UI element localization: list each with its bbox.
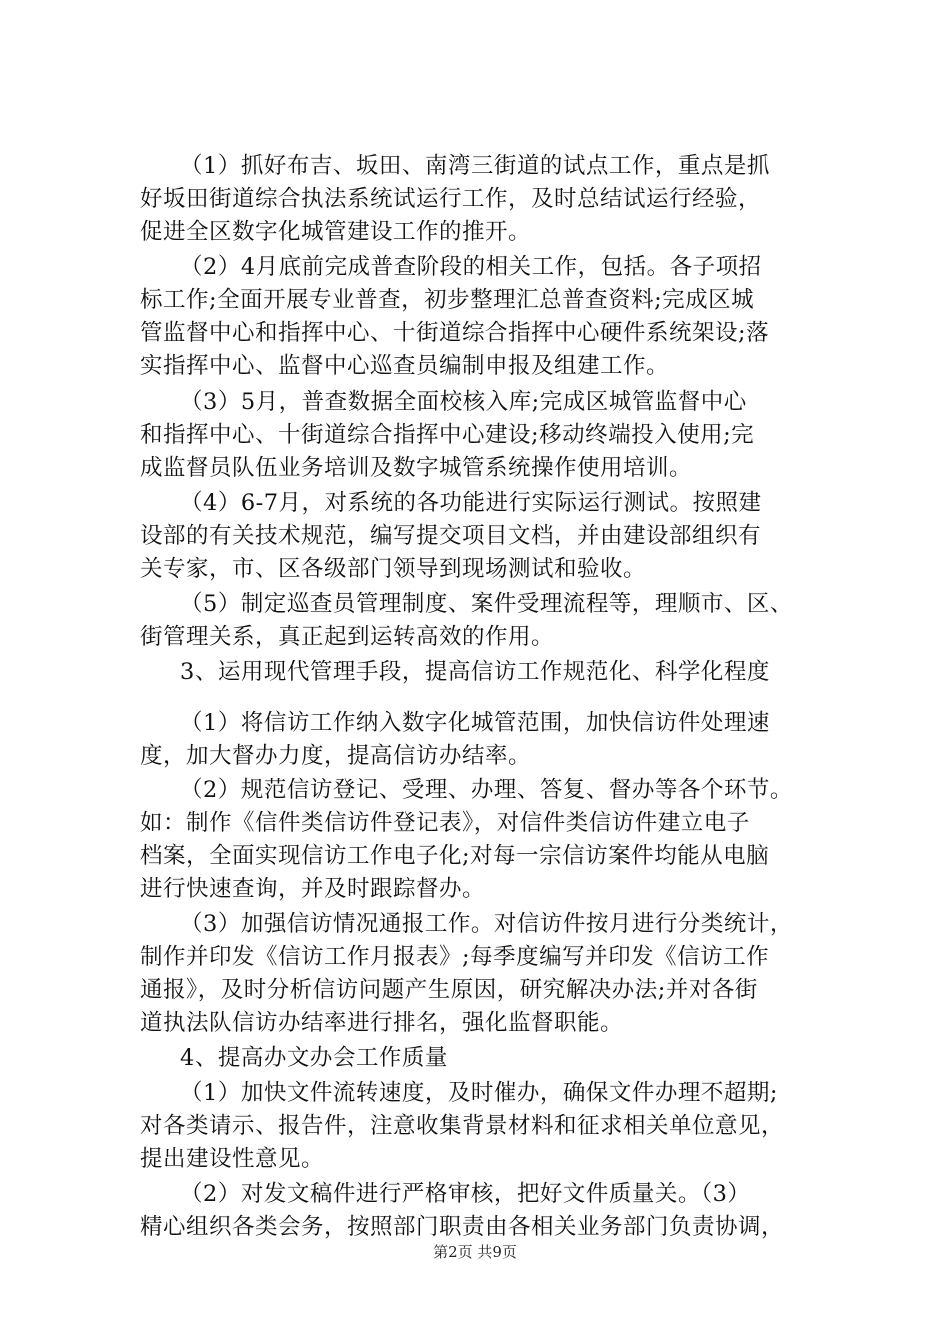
text-line: 档案，全面实现信访工作电子化;对每一宗信访案件均能从电脑 — [140, 843, 770, 869]
text-line: 关专家，市、区各级部门领导到现场测试和验收。 — [140, 556, 647, 582]
text-line: 管监督中心和指挥中心、十街道综合指挥中心硬件系统架设;落 — [140, 320, 770, 346]
text-line: （1）将信访工作纳入数字化城管范围，加快信访件处理速 — [180, 710, 770, 736]
text-line: （3）5月，普查数据全面校核入库;完成区城管监督中心 — [180, 389, 747, 415]
text-line: 对各类请示、报告件，注意收集背景材料和征求相关单位意见， — [140, 1113, 785, 1139]
text-line: （3）加强信访情况通报工作。对信访件按月进行分类统计， — [180, 911, 793, 937]
text-line: （1）加快文件流转速度，及时催办，确保文件办理不超期; — [180, 1080, 778, 1106]
text-line: 通报》，及时分析信访问题产生原因，研究解决办法;并对各街 — [140, 977, 758, 1003]
text-line: （1）抓好布吉、坂田、南湾三街道的试点工作，重点是抓 — [180, 153, 770, 179]
text-line: 4、提高办文办会工作质量 — [180, 1045, 448, 1071]
text-line: 好坂田街道综合执法系统试运行工作，及时总结试运行经验， — [140, 186, 762, 212]
text-line: 实指挥中心、监督中心巡查员编制申报及组建工作。 — [140, 353, 670, 379]
text-line: 促进全区数字化城管建设工作的推开。 — [140, 219, 532, 245]
text-line: 制作并印发《信访工作月报表》;每季度编写并印发《信访工作 — [140, 944, 770, 970]
text-line: 和指挥中心、十街道综合指挥中心建设;移动终端投入使用;完 — [140, 422, 755, 448]
text-line: 道执法队信访办结率进行排名，强化监督职能。 — [140, 1010, 624, 1036]
text-line: 提出建设性意见。 — [140, 1146, 325, 1172]
text-line: 度，加大督办力度，提高信访办结率。 — [140, 743, 532, 769]
page-footer: 第2页 共9页 — [433, 1243, 517, 1261]
text-line: （2）4月底前完成普查阶段的相关工作，包括。各子项招 — [180, 254, 762, 280]
text-line: （4）6-7月，对系统的各功能进行实际运行测试。按照建 — [180, 490, 762, 516]
text-line: 精心组织各类会务，按照部门职责由各相关业务部门负责协调， — [140, 1214, 785, 1240]
text-line: 设部的有关技术规范，编写提交项目文档，并由建设部组织有 — [140, 523, 762, 549]
text-line: （2）对发文稿件进行严格审核，把好文件质量关。（3） — [180, 1181, 751, 1207]
text-line: 3、运用现代管理手段，提高信访工作规范化、科学化程度 — [180, 659, 770, 685]
text-line: （2）规范信访登记、受理、办理、答复、督办等各个环节。 — [180, 777, 793, 803]
text-line: 街管理关系，真正起到运转高效的作用。 — [140, 624, 555, 650]
text-line: 成监督员队伍业务培训及数字城管系统操作使用培训。 — [140, 455, 693, 481]
text-line: （5）制定巡查员管理制度、案件受理流程等，理顺市、区、 — [180, 591, 793, 617]
text-line: 标工作;全面开展专业普查，初步整理汇总普查资料;完成区城 — [140, 287, 755, 313]
text-line: 进行快速查询，并及时跟踪督办。 — [140, 876, 486, 902]
text-line: 如：制作《信件类信访件登记表》，对信件类信访件建立电子 — [140, 810, 750, 836]
